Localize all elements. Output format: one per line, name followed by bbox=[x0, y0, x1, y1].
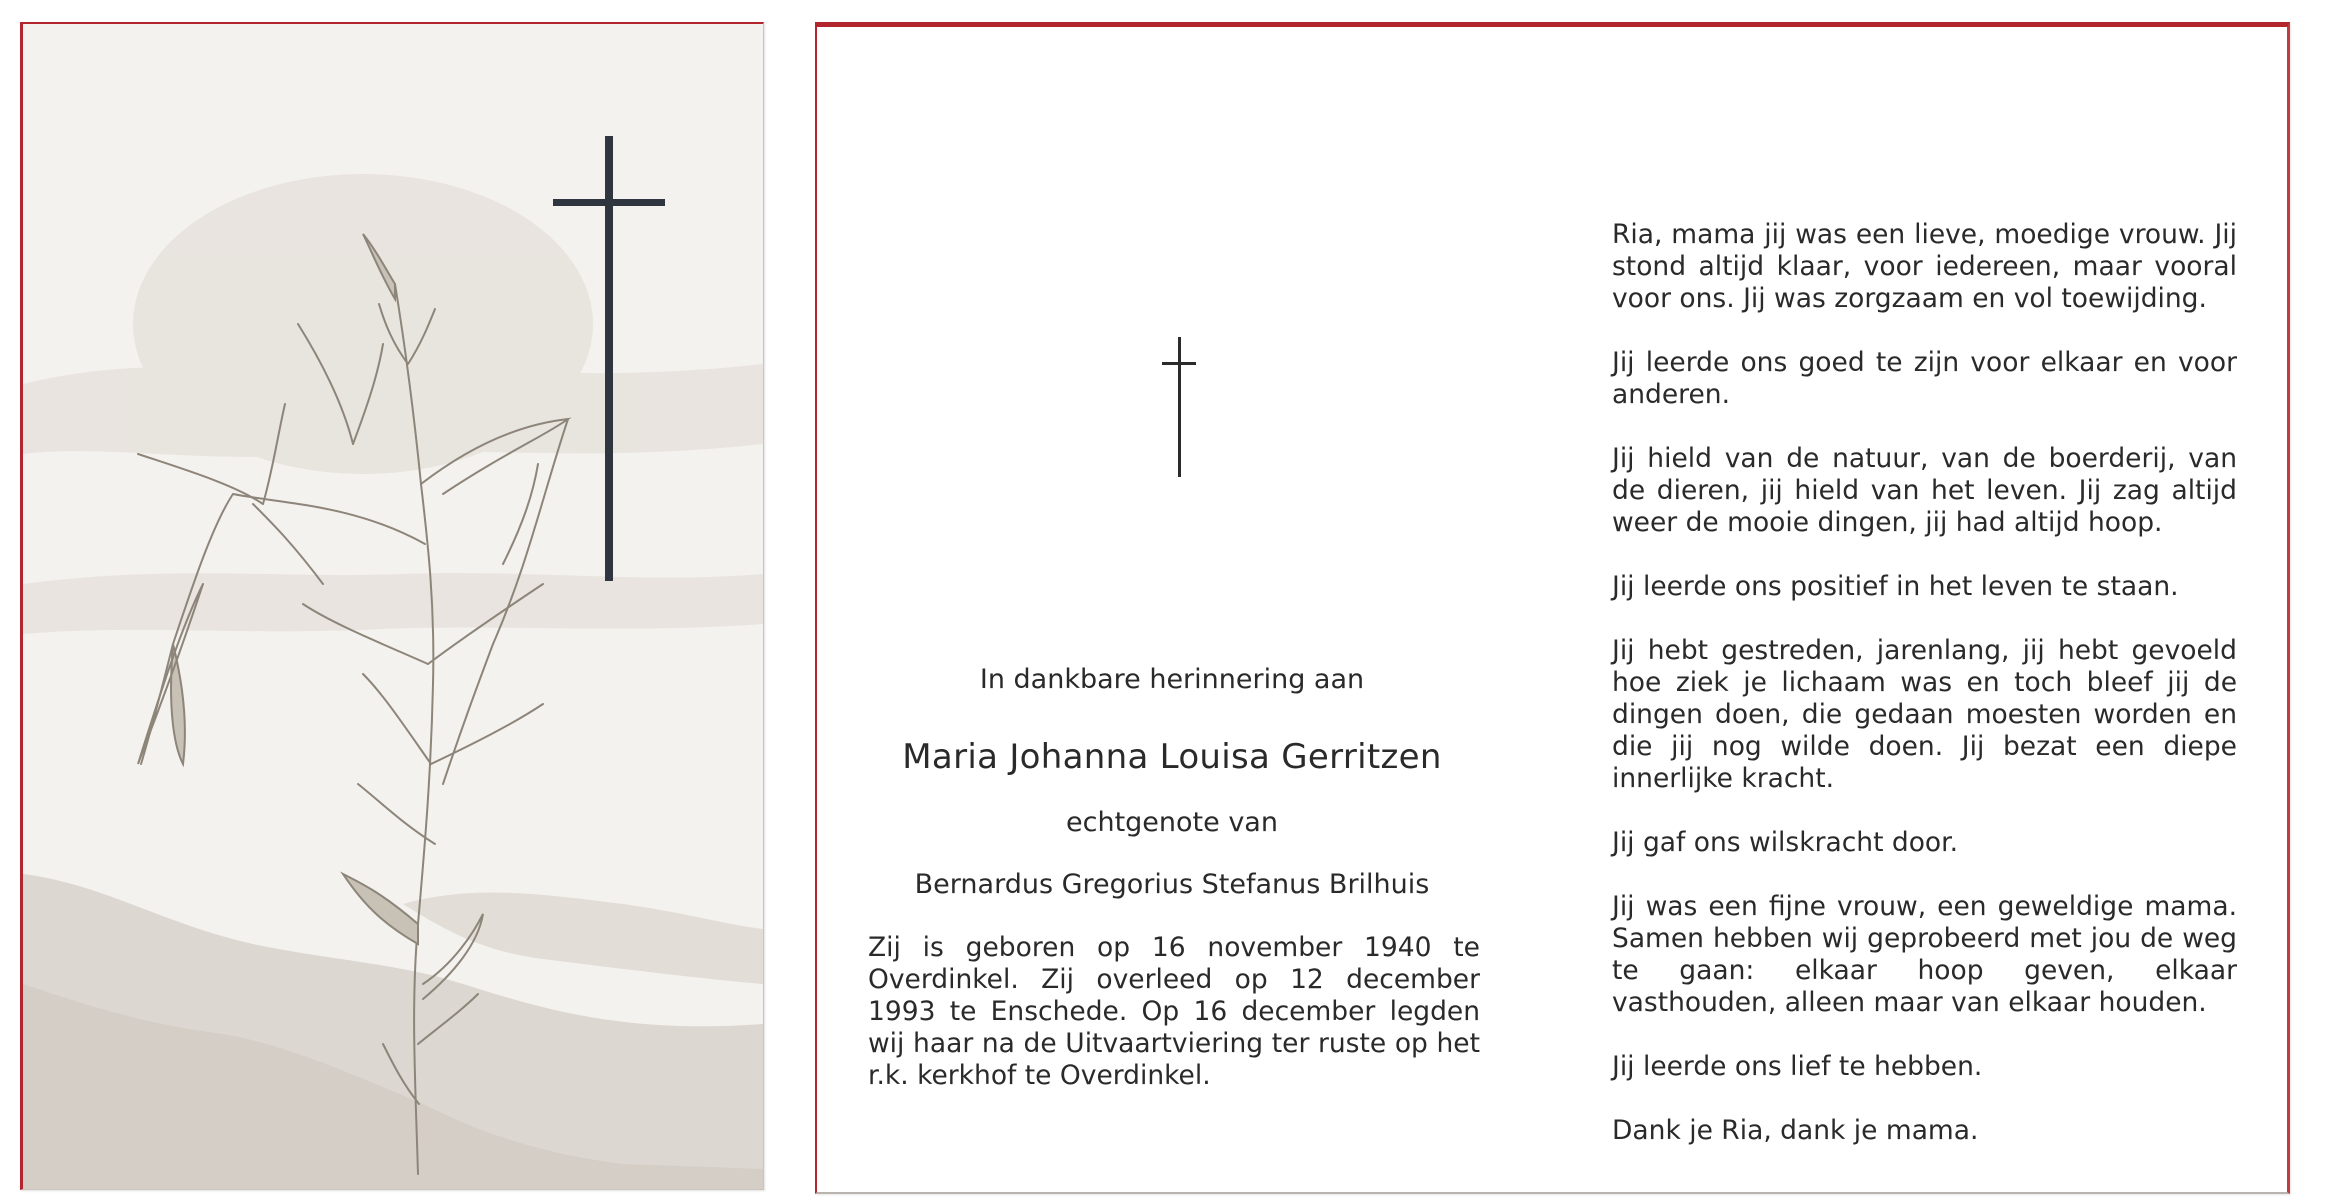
intro-text: In dankbare herinnering aan bbox=[979, 664, 1365, 695]
poem-paragraph: Jij hebt gestreden, jarenlang, jij hebt gevoeld hoe ziek je lichaam was en toch bleef jij de dingen doen, die gedaan moesten worden en die jij nog wilde doen. Jij bezat een diepe innerlijke kracht. bbox=[1612, 635, 2237, 794]
poem-paragraph: Jij leerde ons lief te hebben. bbox=[1612, 1051, 1983, 1082]
spouse-name: Bernardus Gregorius Stefanus Brilhuis bbox=[914, 869, 1430, 900]
poem-column bbox=[1612, 219, 2237, 1179]
biography-text: Zij is geboren op 16 november 1940 te Overdinkel. Zij overleed op 12 december 1993 te Enschede. Op 16 december legden wij haar na de Uitvaartviering ter ruste op het r.k. kerkhof te Overdinkel. bbox=[868, 932, 1480, 1091]
poem-paragraph: Jij was een fijne vrouw, een geweldige mama. Samen hebben wij geprobeerd met jou de weg te gaan: elkaar hoop geven, elkaar vasthouden, alleen maar van elkaar houden. bbox=[1612, 891, 2237, 1018]
small-cross-vertical bbox=[1178, 337, 1181, 477]
front-illustration bbox=[23, 24, 763, 1189]
landscape-wash bbox=[23, 174, 763, 634]
memorial-card-front bbox=[20, 22, 764, 1190]
small-cross-horizontal bbox=[1162, 362, 1196, 365]
poem-paragraph: Jij hield van de natuur, van de boerderij, van de dieren, jij hield van het leven. Jij zag altijd weer de mooie dingen, jij had altijd hoop. bbox=[1612, 443, 2237, 538]
poem-paragraph: Jij leerde ons goed te zijn voor elkaar en voor anderen. bbox=[1612, 347, 2237, 410]
memorial-card-inside bbox=[815, 22, 2290, 1194]
deceased-name: Maria Johanna Louisa Gerritzen bbox=[902, 737, 1442, 777]
poem-paragraph: Jij leerde ons positief in het leven te staan. bbox=[1612, 571, 2179, 602]
poem-paragraph: Jij gaf ons wilskracht door. bbox=[1612, 827, 1959, 858]
spouse-label: echtgenote van bbox=[1066, 807, 1278, 838]
poem-paragraph: Dank je Ria, dank je mama. bbox=[1612, 1115, 1979, 1146]
poem-paragraph: Ria, mama jij was een lieve, moedige vrouw. Jij stond altijd klaar, voor iedereen, maar vooral voor ons. Jij was zorgzaam en vol toewijding. bbox=[1612, 219, 2237, 314]
